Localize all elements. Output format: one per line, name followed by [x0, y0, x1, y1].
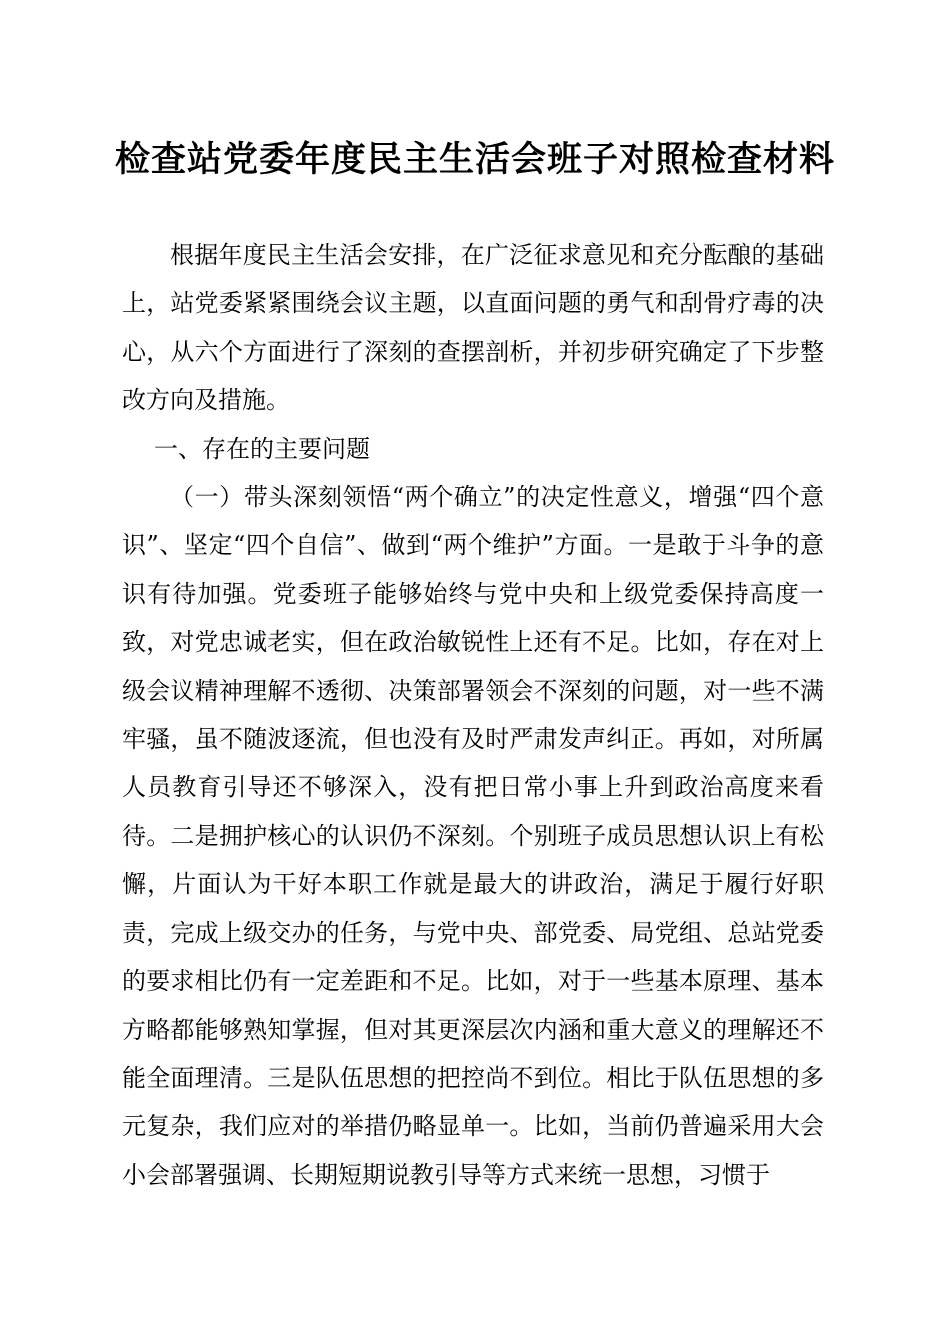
intro-paragraph: 根据年度民主生活会安排，在广泛征求意见和充分酝酿的基础上，站党委紧紧围绕会议主题，以直面问题的勇气和刮骨疗毒的决心，从六个方面进行了深刻的查摆剖析，并初步研究确定了下步整改方向及措施。 — [122, 241, 824, 415]
section-heading: 一、存在的主要问题 — [154, 434, 370, 463]
document-body — [122, 231, 824, 1199]
section-paragraph: （一）带头深刻领悟“两个确立”的决定性意义，增强“四个意识”、坚定“四个自信”、做到“两个维护”方面。一是敢于斗争的意识有待加强。党委班子能够始终与党中央和上级党委保持高度一致，对党忠诚老实，但在政治敏锐性上还有不足。比如，存在对上级会议精神理解不透彻、决策部署领会不深刻的问题，对一些不满牢骚，虽不随波逐流，但也没有及时严肃发声纠正。再如，对所属人员教育引导还不够深入，没有把日常小事上升到政治高度来看待。二是拥护核心的认识仍不深刻。个别班子成员思想认识上有松懈，片面认为干好本职工作就是最大的讲政治，满足于履行好职责，完成上级交办的任务，与党中央、部党委、局党组、总站党委的要求相比仍有一定差距和不足。比如，对于一些基本原理、基本方略都能够熟知掌握，但对其更深层次内涵和重大意义的理解还不能全面理清。三是队伍思想的把控尚不到位。相比于队伍思想的多元复杂，我们应对的举措仍略显单一。比如，当前仍普遍采用大会小会部署强调、长期短期说教引导等方式来统一思想，习惯于 — [122, 483, 824, 1189]
document-title: 检查站党委年度民主生活会班子对照检查材料 — [114, 139, 835, 180]
